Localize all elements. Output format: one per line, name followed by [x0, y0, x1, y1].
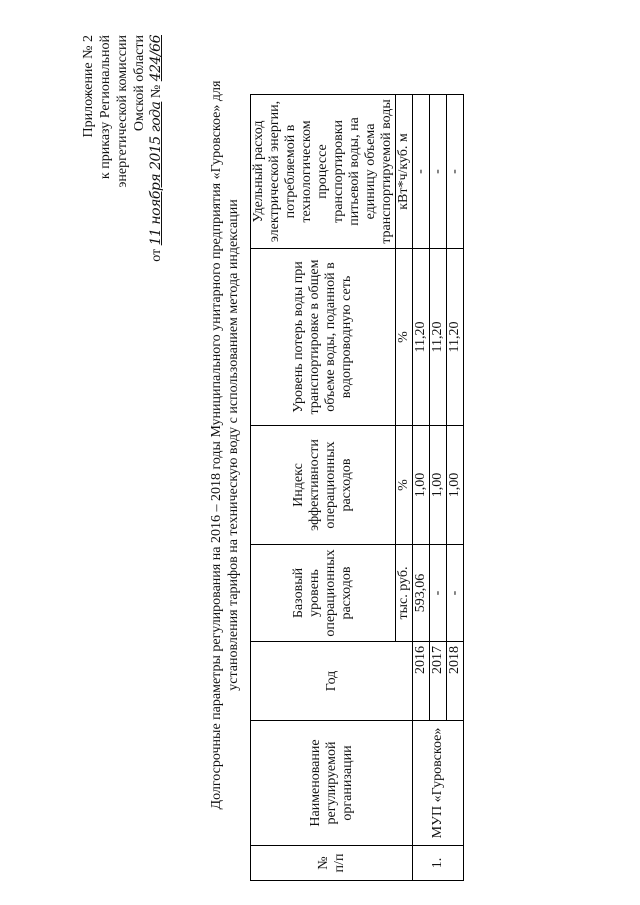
- appendix-date-line: [148, 35, 165, 335]
- cell-index: 1,00: [413, 426, 430, 545]
- document-title: [208, 5, 242, 885]
- cell-year: 2018: [447, 642, 464, 721]
- from-label: от: [149, 248, 164, 262]
- cell-loss: 11,20: [430, 249, 447, 426]
- handwritten-number: 424/66: [148, 35, 164, 82]
- header-year: Год: [251, 642, 413, 721]
- cell-base: -: [447, 545, 464, 642]
- cell-base: -: [430, 545, 447, 642]
- unit-base: тыс. руб.: [396, 545, 413, 642]
- cell-base: 593,06: [413, 545, 430, 642]
- org-name: МУП «Гуровское»: [413, 721, 464, 846]
- header-num: № п/п: [251, 846, 413, 881]
- appendix-line-4: Омской области: [132, 35, 147, 132]
- parameters-table: [250, 94, 464, 881]
- appendix-line-1: Приложение № 2: [81, 35, 96, 138]
- header-base: Базовый уровень операционных расходов: [251, 545, 396, 642]
- title-line-2: установления тарифов на техническую воду с использованием метода индексации: [226, 199, 241, 691]
- header-org: Наименование регулируемой организации: [251, 721, 413, 846]
- cell-loss: 11,20: [447, 249, 464, 426]
- cell-index: 1,00: [447, 426, 464, 545]
- unit-energy: кВт*ч/куб. м: [396, 95, 413, 249]
- unit-loss: %: [396, 249, 413, 426]
- header-energy: Удельный расход электрической энергии, потребляемой в технологическом процессе транспортировки питьевой воды, на единицу объема транспортируемой воды: [251, 95, 396, 249]
- table-row: [413, 95, 430, 881]
- cell-year: 2017: [430, 642, 447, 721]
- number-label: №: [149, 84, 164, 99]
- appendix-line-2: к приказу Региональной: [98, 35, 113, 180]
- unit-index: %: [396, 426, 413, 545]
- cell-year: 2016: [413, 642, 430, 721]
- header-loss: Уровень потерь воды при транспортировке в общем объеме воды, поданной в водопроводную сеть: [251, 249, 396, 426]
- handwritten-date: 11 ноября 2015 года: [148, 101, 164, 246]
- cell-energy: -: [413, 95, 430, 249]
- cell-loss: 11,20: [413, 249, 430, 426]
- cell-energy: -: [430, 95, 447, 249]
- header-row: [251, 95, 396, 881]
- org-number: 1.: [413, 846, 464, 881]
- title-line-1: Долгосрочные параметры регулирования на 2016 – 2018 годы Муниципального унитарного предприятия «Гуровское» для: [209, 80, 224, 810]
- header-index: Индекс эффективности операционных расходов: [251, 426, 396, 545]
- appendix-line-3: энергетической комиссии: [115, 35, 130, 188]
- cell-index: 1,00: [430, 426, 447, 545]
- appendix-header: [80, 35, 165, 335]
- cell-energy: -: [447, 95, 464, 249]
